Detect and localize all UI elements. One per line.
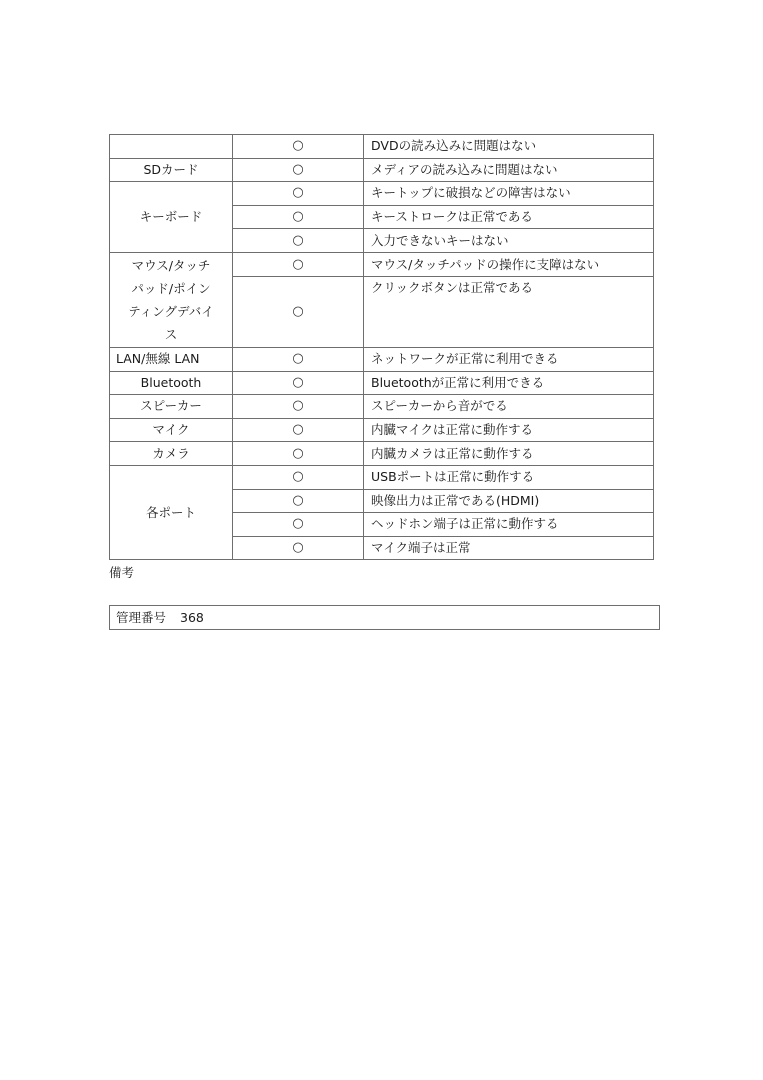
check-mark: ○	[233, 277, 364, 348]
table-row	[110, 182, 654, 206]
item-cell-sd-card: SDカード	[110, 158, 233, 182]
check-mark: ○	[233, 252, 364, 276]
management-number-label: 管理番号	[116, 610, 167, 625]
check-mark: ○	[233, 135, 364, 159]
check-description: ヘッドホン端子は正常に動作する	[364, 513, 654, 537]
table-row	[110, 442, 654, 466]
check-mark: ○	[233, 347, 364, 371]
check-mark: ○	[233, 395, 364, 419]
item-cell-pointing-device	[110, 252, 233, 347]
check-description: キーストロークは正常である	[364, 205, 654, 229]
table-row	[110, 465, 654, 489]
check-mark: ○	[233, 513, 364, 537]
table-row	[110, 395, 654, 419]
check-description: ネットワークが正常に利用できる	[364, 347, 654, 371]
check-mark: ○	[233, 418, 364, 442]
check-mark: ○	[233, 158, 364, 182]
management-number-box	[109, 605, 660, 630]
check-mark: ○	[233, 536, 364, 560]
item-line: パッド/ポイン	[131, 280, 211, 296]
item-cell-mic: マイク	[110, 418, 233, 442]
check-mark: ○	[233, 205, 364, 229]
remarks-label: 備考	[109, 565, 135, 580]
item-cell-camera: カメラ	[110, 442, 233, 466]
check-mark: ○	[233, 465, 364, 489]
item-line: ティングデバイ	[128, 303, 214, 319]
item-line: マウス/タッチ	[131, 257, 211, 273]
item-cell-ports: 各ポート	[110, 465, 233, 559]
item-cell-lan: LAN/無線 LAN	[110, 347, 233, 371]
check-description: マウス/タッチパッドの操作に支障はない	[364, 252, 654, 276]
item-cell-keyboard: キーボード	[110, 182, 233, 253]
check-description: 映像出力は正常である(HDMI)	[364, 489, 654, 513]
table-row	[110, 158, 654, 182]
table-row	[110, 418, 654, 442]
inspection-checklist-table	[109, 134, 654, 560]
check-description: スピーカーから音がでる	[364, 395, 654, 419]
table-row	[110, 252, 654, 276]
item-cell	[110, 135, 233, 159]
check-description: メディアの読み込みに問題はない	[364, 158, 654, 182]
check-description: キートップに破損などの障害はない	[364, 182, 654, 206]
table-row	[110, 135, 654, 159]
check-description: 内臓カメラは正常に動作する	[364, 442, 654, 466]
check-mark: ○	[233, 182, 364, 206]
check-description: クリックボタンは正常である	[364, 277, 654, 348]
check-description: Bluetoothが正常に利用できる	[364, 371, 654, 395]
check-description: 内臓マイクは正常に動作する	[364, 418, 654, 442]
check-description: DVDの読み込みに問題はない	[364, 135, 654, 159]
table-row	[110, 371, 654, 395]
item-line: ス	[164, 326, 178, 342]
check-description: マイク端子は正常	[364, 536, 654, 560]
item-cell-bluetooth: Bluetooth	[110, 371, 233, 395]
check-mark: ○	[233, 489, 364, 513]
item-cell-speaker: スピーカー	[110, 395, 233, 419]
management-number-value: 368	[180, 610, 204, 625]
table-row	[110, 347, 654, 371]
check-mark: ○	[233, 371, 364, 395]
check-description: USBポートは正常に動作する	[364, 465, 654, 489]
check-mark: ○	[233, 229, 364, 253]
check-description: 入力できないキーはない	[364, 229, 654, 253]
check-mark: ○	[233, 442, 364, 466]
